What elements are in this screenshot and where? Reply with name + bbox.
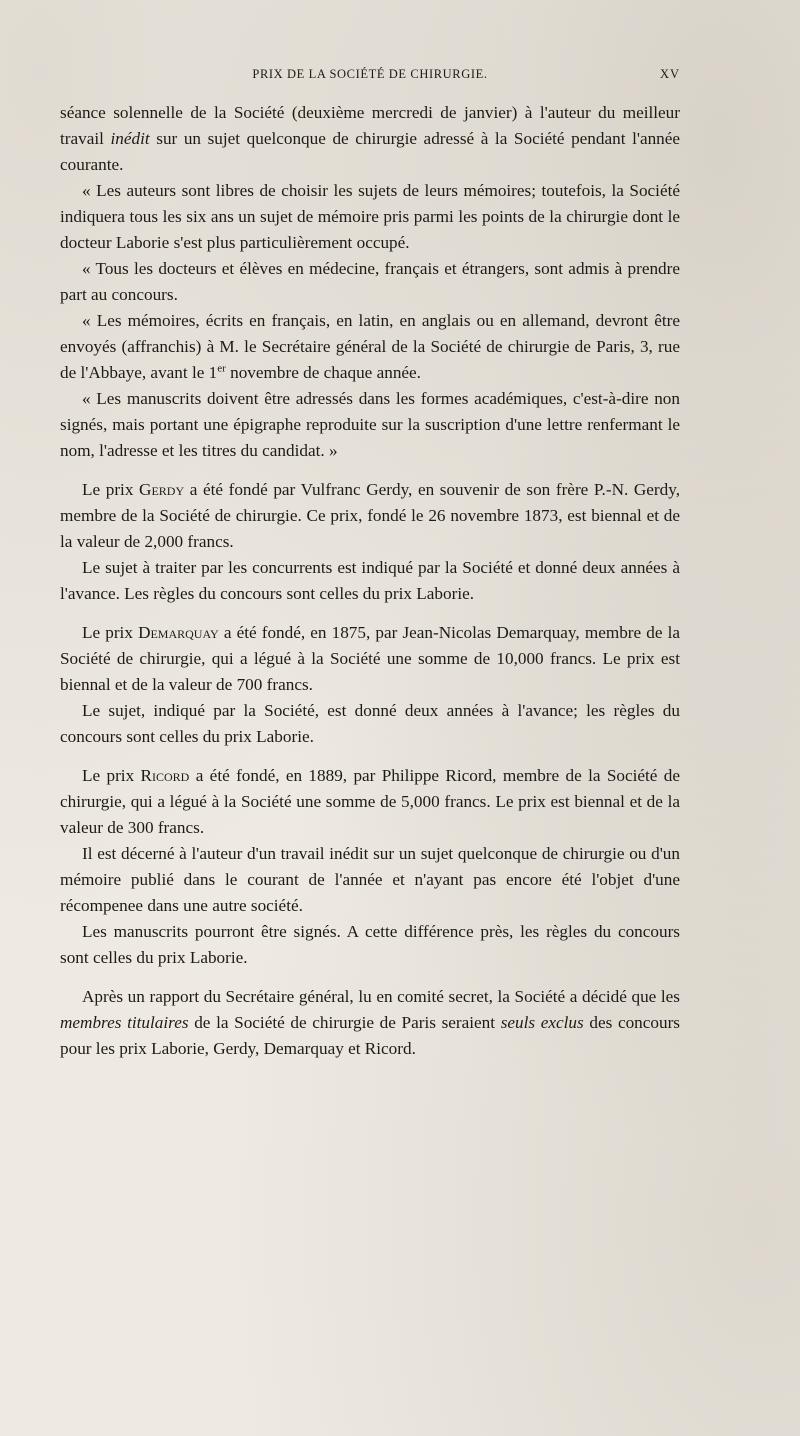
paragraph-eligibility: « Tous les docteurs et élèves en médecine, français et étrangers, sont admis à prendre part au concours.: [60, 259, 680, 304]
paragraph-laborie-continuation: séance solennelle de la Société (deuxième mercredi de janvier) à l'auteur du meilleur travail inédit sur un sujet quelconque de chirurgie adressé à la Société pendant l'année courante.: [60, 103, 681, 174]
paragraph-ricord-award: Il est décerné à l'auteur d'un travail inédit sur un sujet quelconque de chirurgie ou d'un mémoire publié dans le courant de l'année et n'ayant pas encore été l'objet d'une récompenee dans une autre société.: [60, 844, 680, 915]
running-title: PRIX DE LA SOCIÉTÉ DE CHIRURGIE.: [252, 67, 488, 81]
page-header: [60, 64, 680, 86]
name-ricord: Ricord: [140, 766, 190, 785]
paragraph-submission: « Les mémoires, écrits en français, en latin, en anglais ou en allemand, devront être envoyés (affranchis) à M. le Secrétaire général de la Société de chirurgie de Paris, 3, rue de l'Abbaye, avant le 1er novembre de chaque année.: [60, 311, 680, 382]
emphasis-inedit: inédit: [110, 129, 150, 148]
superscript-er: er: [217, 362, 226, 375]
paragraph-gerdy-rules: Le sujet à traiter par les concurrents est indiqué par la Société et donné deux années à l'avance. Les règles du concours sont celles du prix Laborie.: [60, 558, 680, 603]
paragraph-ricord-rules: Les manuscrits pourront être signés. A cette différence près, les règles du concours sont celles du prix Laborie.: [60, 922, 680, 967]
name-gerdy: Gerdy: [139, 480, 185, 499]
emphasis-membres-titulaires: membres titulaires: [60, 1013, 189, 1032]
paragraph-prix-demarquay: Le prix Demarquay a été fondé, en 1875, par Jean-Nicolas Demarquay, membre de la Société de chirurgie, qui a légué à la Société une somme de 10,000 francs. Le prix est biennal et de la valeur de 700 francs.: [60, 623, 680, 694]
paragraph-prix-gerdy: Le prix Gerdy a été fondé par Vulfranc Gerdy, en souvenir de son frère P.-N. Gerdy, membre de la Société de chirurgie. Ce prix, fondé le 26 novembre 1873, est biennal et de la valeur de 2,000 francs.: [60, 480, 681, 551]
page-body: [60, 100, 680, 1062]
paragraph-manuscripts: « Les manuscrits doivent être adressés dans les formes académiques, c'est-à-dire non signés, mais portant une épigraphe reproduite sur la suscription d'une lettre renfermant le nom, l'adresse et les titres du candidat. »: [60, 389, 680, 460]
paragraph-subjects: « Les auteurs sont libres de choisir les sujets de leurs mémoires; toutefois, la Société indiquera tous les six ans un sujet de mémoire pris parmi les points de la chirurgie dont le docteur Laborie s'est plus particulièrement occupé.: [60, 181, 680, 252]
name-demarquay: Demarquay: [138, 623, 219, 642]
paragraph-exclusion: Après un rapport du Secrétaire général, lu en comité secret, la Société a décidé que les membres titulaires de la Société de chirurgie de Paris seraient seuls exclus des concours pour les prix Laborie, Gerdy, Demarquay et Ricord.: [60, 987, 680, 1058]
page-number: XV: [659, 67, 680, 81]
paragraph-prix-ricord: Le prix Ricord a été fondé, en 1889, par Philippe Ricord, membre de la Société de chirurgie, qui a légué à la Société une somme de 5,000 francs. Le prix est biennal et de la valeur de 300 francs.: [60, 766, 680, 837]
emphasis-seuls-exclus: seuls exclus: [500, 1013, 584, 1032]
paragraph-demarquay-rules: Le sujet, indiqué par la Société, est donné deux années à l'avance; les règles du concours sont celles du prix Laborie.: [60, 701, 680, 746]
